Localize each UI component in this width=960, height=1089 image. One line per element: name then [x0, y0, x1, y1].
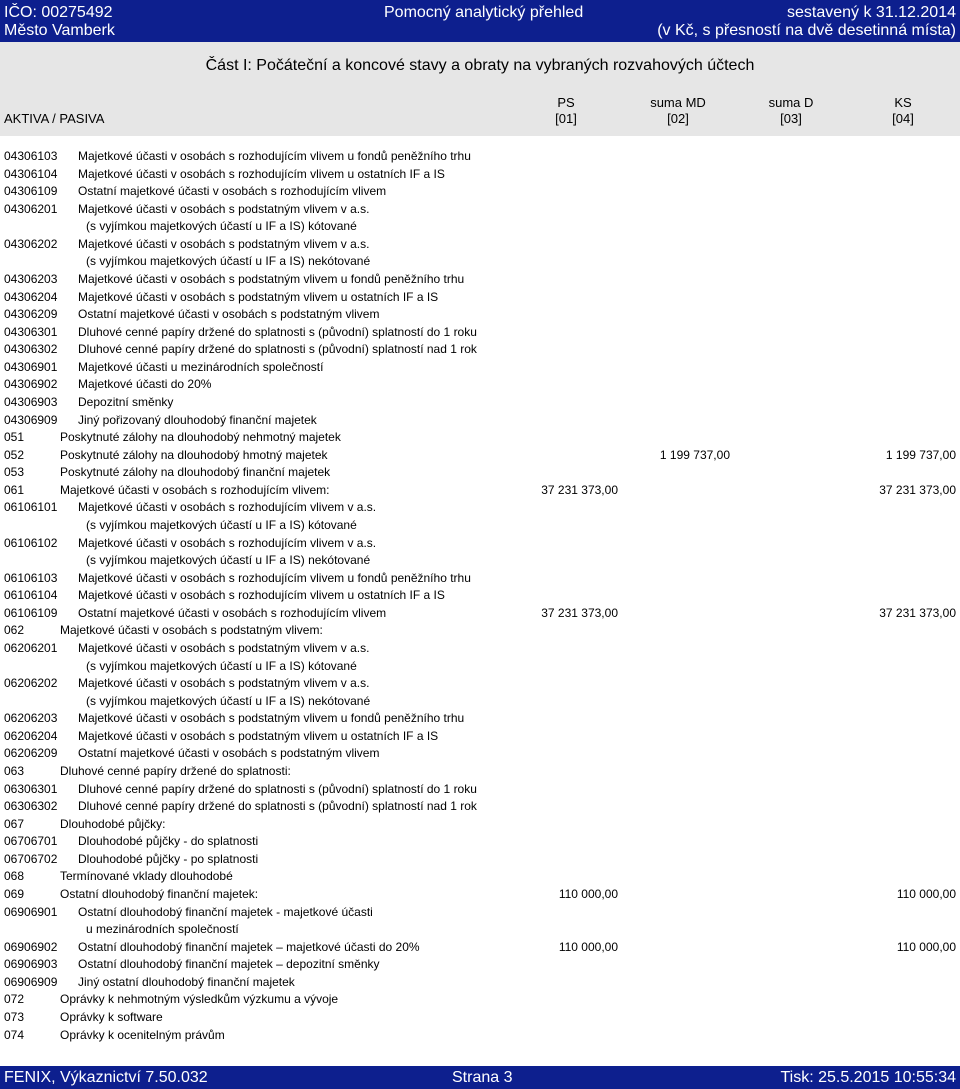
account-description: Ostatní majetkové účasti v osobách s rozhodujícím vlivem — [78, 184, 387, 199]
account-code: 04306204 — [4, 289, 58, 304]
account-code: 073 — [4, 1009, 25, 1024]
table-row — [0, 535, 960, 552]
account-description: Majetkové účasti v osobách s podstatným vlivem u ostatních IF a IS — [78, 728, 439, 743]
table-row — [0, 429, 960, 446]
account-description: Majetkové účasti v osobách s podstatným vlivem u fondů peněžního trhu — [78, 711, 465, 726]
account-code: 04306901 — [4, 359, 58, 374]
value-ks: 1 199 737,00 — [885, 447, 956, 462]
town-label: Město Vamberk — [4, 22, 115, 39]
account-code: 06206204 — [4, 728, 58, 743]
account-description: Majetkové účasti v osobách s podstatným vlivem v a.s. — [78, 236, 370, 251]
account-description: Majetkové účasti u mezinárodních společností — [78, 359, 324, 374]
units-label: (v Kč, s přesností na dvě desetinná místa) — [657, 22, 956, 39]
account-code: 068 — [4, 869, 25, 884]
table-row — [0, 166, 960, 183]
report-footer — [0, 1066, 960, 1089]
account-description: Dlouhodobé půjčky: — [60, 816, 166, 831]
table-row — [0, 886, 960, 903]
account-description: (s vyjímkou majetkových účastí u IF a IS) nekótované — [86, 553, 371, 568]
account-description: Poskytnuté zálohy na dlouhodobý nehmotný majetek — [60, 430, 341, 445]
account-description: Majetkové účasti v osobách s rozhodujícím vlivem u fondů peněžního trhu — [78, 570, 471, 585]
section-band — [0, 42, 960, 86]
account-code: 061 — [4, 482, 25, 497]
table-row — [0, 570, 960, 587]
value-ks: 110 000,00 — [896, 939, 956, 954]
account-description: Jiný ostatní dlouhodobý finanční majetek — [78, 974, 295, 989]
account-description: Ostatní dlouhodobý finanční majetek: — [60, 886, 259, 901]
account-description: Majetkové účasti v osobách s podstatným vlivem v a.s. — [78, 676, 370, 691]
account-description: Dluhové cenné papíry držené do splatnosti s (původní) splatností nad 1 rok — [78, 799, 477, 814]
table-row — [0, 359, 960, 376]
table-row — [0, 218, 960, 235]
table-row — [0, 710, 960, 727]
account-code: 06306302 — [4, 799, 58, 814]
account-description: Ostatní dlouhodobý finanční majetek – depozitní směnky — [78, 957, 380, 972]
account-code: 06906903 — [4, 957, 58, 972]
footer-printed: Tisk: 25.5.2015 10:55:34 — [780, 1069, 956, 1086]
table-row — [0, 1009, 960, 1026]
column-header — [0, 86, 960, 136]
account-description: Majetkové účasti v osobách s podstatným vlivem: — [60, 623, 323, 638]
column-label-aktiva-pasiva: AKTIVA / PASIVA — [4, 111, 105, 126]
account-code: 04306909 — [4, 412, 58, 427]
column-d: suma D — [768, 95, 814, 110]
table-row — [0, 763, 960, 780]
ico-label: IČO: 00275492 — [4, 4, 113, 21]
table-row — [0, 816, 960, 833]
account-code: 052 — [4, 447, 25, 462]
account-description: Oprávky k software — [60, 1009, 163, 1024]
table-row — [0, 289, 960, 306]
account-code: 04306209 — [4, 307, 58, 322]
table-row — [0, 693, 960, 710]
account-code: 04306202 — [4, 236, 58, 251]
table-row — [0, 991, 960, 1008]
table-row — [0, 868, 960, 885]
account-code: 062 — [4, 623, 25, 638]
table-row — [0, 728, 960, 745]
account-code: 06706702 — [4, 851, 58, 866]
account-description: u mezinárodních společností — [86, 922, 239, 937]
table-row — [0, 605, 960, 622]
account-description: Dluhové cenné papíry držené do splatnosti: — [60, 763, 291, 778]
column-md: suma MD — [650, 95, 706, 110]
account-description: Jiný pořizovaný dlouhodobý finanční majetek — [78, 412, 317, 427]
account-description: Oprávky k ocenitelným právům — [60, 1027, 225, 1042]
account-code: 04306103 — [4, 149, 58, 163]
account-code: 04306301 — [4, 324, 58, 339]
account-code: 053 — [4, 465, 25, 480]
column-ps-code: [01] — [555, 111, 577, 126]
table-row — [0, 253, 960, 270]
account-description: Dluhové cenné papíry držené do splatnosti s (původní) splatností do 1 roku — [78, 324, 477, 339]
table-row — [0, 622, 960, 639]
account-code: 06206201 — [4, 640, 58, 655]
section-title: Část I: Počáteční a koncové stavy a obraty na vybraných rozvahových účtech — [205, 57, 755, 74]
account-description: Majetkové účasti v osobách s rozhodujícím vlivem u ostatních IF a IS — [78, 166, 445, 181]
account-description: (s vyjímkou majetkových účastí u IF a IS) kótované — [86, 517, 357, 532]
account-description: Majetkové účasti v osobách s podstatným vlivem u ostatních IF a IS — [78, 289, 439, 304]
report-header — [0, 0, 960, 42]
account-code: 06106109 — [4, 605, 58, 620]
account-description: Ostatní dlouhodobý finanční majetek – majetkové účasti do 20% — [78, 939, 420, 954]
table-row — [0, 675, 960, 692]
table-row — [0, 1027, 960, 1044]
table-row — [0, 921, 960, 938]
account-code: 04306903 — [4, 394, 58, 409]
value-ks: 37 231 373,00 — [879, 482, 956, 497]
table-row — [0, 324, 960, 341]
account-description: (s vyjímkou majetkových účastí u IF a IS) kótované — [86, 219, 357, 234]
table-row — [0, 974, 960, 991]
account-description: Poskytnuté zálohy na dlouhodobý finanční majetek — [60, 465, 331, 480]
account-code: 06206202 — [4, 676, 58, 691]
table-row — [0, 851, 960, 868]
footer-app: FENIX, Výkaznictví 7.50.032 — [4, 1069, 208, 1086]
report-date: sestavený k 31.12.2014 — [786, 4, 956, 21]
table-row — [0, 640, 960, 657]
table-row — [0, 798, 960, 815]
account-code: 04306203 — [4, 271, 58, 286]
table-row — [0, 412, 960, 429]
table-row — [0, 201, 960, 218]
table-row — [0, 658, 960, 675]
table-row — [0, 482, 960, 499]
account-code: 072 — [4, 992, 25, 1007]
table-row — [0, 376, 960, 393]
value-ks: 110 000,00 — [896, 886, 956, 901]
account-description: Ostatní majetkové účasti v osobách s podstatným vlivem — [78, 746, 380, 761]
account-code: 06206203 — [4, 711, 58, 726]
account-code: 04306109 — [4, 184, 58, 199]
account-code: 06206209 — [4, 746, 58, 761]
table-row — [0, 904, 960, 921]
value-ps: 110 000,00 — [558, 939, 618, 954]
account-description: (s vyjímkou majetkových účastí u IF a IS) nekótované — [86, 254, 371, 269]
table-row — [0, 587, 960, 604]
account-description: (s vyjímkou majetkových účastí u IF a IS) nekótované — [86, 693, 371, 708]
account-code: 069 — [4, 886, 25, 901]
account-description: Ostatní majetkové účasti v osobách s rozhodujícím vlivem — [78, 605, 387, 620]
account-code: 067 — [4, 816, 25, 831]
account-description: Majetkové účasti v osobách s rozhodujícím vlivem: — [60, 482, 330, 497]
account-code: 063 — [4, 763, 25, 778]
account-description: Dlouhodobé půjčky - do splatnosti — [78, 834, 259, 849]
value-md: 1 199 737,00 — [659, 447, 730, 462]
account-code: 06306301 — [4, 781, 58, 796]
account-code: 06906902 — [4, 939, 58, 954]
table-row — [0, 745, 960, 762]
account-code: 06106101 — [4, 500, 58, 515]
table-row — [0, 447, 960, 464]
table-row — [0, 517, 960, 534]
value-ks: 37 231 373,00 — [879, 605, 956, 620]
account-code: 06906909 — [4, 974, 58, 989]
column-d-code: [03] — [780, 111, 802, 126]
account-code: 074 — [4, 1027, 25, 1042]
account-description: Majetkové účasti v osobách s rozhodujícím vlivem v a.s. — [78, 500, 377, 515]
column-ks-code: [04] — [892, 111, 914, 126]
table-row — [0, 833, 960, 850]
account-description: Oprávky k nehmotným výsledkům výzkumu a vývoje — [60, 992, 339, 1007]
table-row — [0, 271, 960, 288]
account-description: (s vyjímkou majetkových účastí u IF a IS) kótované — [86, 658, 357, 673]
report-title: Pomocný analytický přehled — [384, 4, 584, 21]
table-row — [0, 464, 960, 481]
footer-page: Strana 3 — [452, 1069, 513, 1086]
table-row — [0, 394, 960, 411]
account-code: 06706701 — [4, 834, 58, 849]
account-description: Majetkové účasti v osobách s rozhodujícím vlivem u ostatních IF a IS — [78, 588, 445, 603]
account-description: Majetkové účasti v osobách s podstatným vlivem u fondů peněžního trhu — [78, 271, 465, 286]
account-description: Dluhové cenné papíry držené do splatnosti s (původní) splatností nad 1 rok — [78, 342, 477, 357]
account-description: Dlouhodobé půjčky - po splatnosti — [78, 851, 259, 866]
table-row — [0, 499, 960, 516]
account-code: 04306104 — [4, 166, 58, 181]
account-code: 04306201 — [4, 201, 58, 216]
account-code: 051 — [4, 430, 25, 445]
account-description: Poskytnuté zálohy na dlouhodobý hmotný majetek — [60, 447, 328, 462]
value-ps: 37 231 373,00 — [541, 605, 618, 620]
value-ps: 110 000,00 — [558, 886, 618, 901]
column-ks: KS — [894, 95, 912, 110]
account-description: Ostatní majetkové účasti v osobách s podstatným vlivem — [78, 307, 380, 322]
account-code: 06906901 — [4, 904, 58, 919]
table-row — [0, 341, 960, 358]
table-row — [0, 183, 960, 200]
table-row — [0, 552, 960, 569]
account-description: Majetkové účasti do 20% — [78, 377, 212, 392]
account-description: Depozitní směnky — [78, 394, 174, 409]
account-code: 04306902 — [4, 377, 58, 392]
account-code: 06106104 — [4, 588, 58, 603]
account-description: Majetkové účasti v osobách s rozhodujícím vlivem u fondů peněžního trhu — [78, 149, 471, 163]
account-description: Ostatní dlouhodobý finanční majetek - majetkové účasti — [78, 904, 373, 919]
account-code: 06106103 — [4, 570, 58, 585]
account-description: Dluhové cenné papíry držené do splatnosti s (původní) splatností do 1 roku — [78, 781, 477, 796]
account-description: Termínované vklady dlouhodobé — [60, 869, 233, 884]
value-ps: 37 231 373,00 — [541, 482, 618, 497]
column-md-code: [02] — [667, 111, 689, 126]
table-row — [0, 148, 960, 165]
table-row — [0, 236, 960, 253]
account-description: Majetkové účasti v osobách s podstatným vlivem v a.s. — [78, 201, 370, 216]
table-row — [0, 956, 960, 973]
account-description: Majetkové účasti v osobách s rozhodujícím vlivem v a.s. — [78, 535, 377, 550]
account-code: 04306302 — [4, 342, 58, 357]
column-ps: PS — [557, 95, 575, 110]
account-code: 06106102 — [4, 535, 58, 550]
table-row — [0, 939, 960, 956]
table-row — [0, 306, 960, 323]
table-row — [0, 781, 960, 798]
account-description: Majetkové účasti v osobách s podstatným vlivem v a.s. — [78, 640, 370, 655]
